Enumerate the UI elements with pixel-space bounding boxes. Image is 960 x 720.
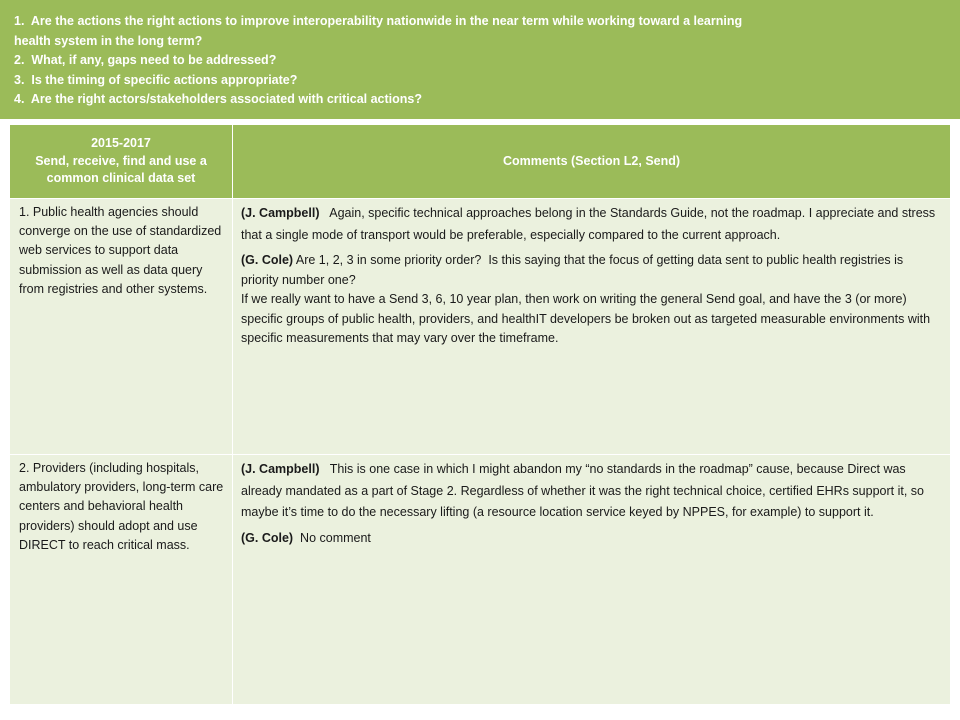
questions-banner <box>0 0 960 119</box>
comment-text: This is one case in which I might abandon my “no standards in the roadmap” cause, because Direct was already mandated as a part of Stage 2. Regardless of whether it was the right technical choice, certified EHRs support it, so maybe it’s time to do the necessary lifting (a resource location service keyed by NPPES, for example) to support it. <box>241 462 928 519</box>
table-row <box>10 199 951 455</box>
question-1: 1. Are the actions the right actions to improve interoperability nationwide in the near term while working toward a learning health system in the long term? <box>14 14 743 48</box>
commenter-name: (G. Cole) <box>241 253 294 267</box>
comment-text: Are 1, 2, 3 in some priority order? Is this saying that the focus of getting data sent to public health registries is priority number one? <box>241 253 907 287</box>
action-item-cell <box>10 455 233 705</box>
header-comments: Comments (Section L2, Send) <box>502 153 681 168</box>
header-period-cell <box>10 125 233 199</box>
comment-cole <box>241 529 942 549</box>
comments-cell <box>233 199 951 455</box>
comments-cell <box>233 455 951 705</box>
comment-cole <box>241 251 942 290</box>
question-2: 2. What, if any, gaps need to be addressed? <box>14 53 277 68</box>
comments-table-container <box>9 124 950 704</box>
table-header-row <box>10 125 951 199</box>
comment-campbell <box>241 203 942 246</box>
action-item-text: 2. Providers (including hospitals, ambulatory providers, long-term care centers and behavioral health providers) should adopt and use DIRECT to reach critical mass. <box>19 461 224 552</box>
table-row <box>10 455 951 705</box>
commenter-name: (J. Campbell) <box>241 206 320 220</box>
action-item-text: 1. Public health agencies should converge on the use of standardized web services to support data submission as well as data query from registries and other systems. <box>19 205 222 296</box>
comment-cole-continued: If we really want to have a Send 3, 6, 10 year plan, then work on writing the general Send goal, and have the 3 (or more) specific groups of public health, providers, and healthIT developers be broken out as targeted measurable environments with specific measurements that may vary over the timeframe. <box>241 292 931 345</box>
header-period: 2015-2017 <box>91 136 151 151</box>
question-3: 3. Is the timing of specific actions appropriate? <box>14 72 298 87</box>
comment-text: Again, specific technical approaches belong in the Standards Guide, not the roadmap. I appreciate and stress that a single mode of transport would be preferable, especially compared to the current approach. <box>241 206 939 242</box>
question-4: 4. Are the right actors/stakeholders associated with critical actions? <box>14 92 423 107</box>
commenter-name: (J. Campbell) <box>241 462 320 476</box>
comments-table <box>9 124 951 705</box>
comment-text: No comment <box>293 530 371 545</box>
header-comments-cell <box>233 125 951 199</box>
comment-campbell <box>241 459 942 524</box>
header-goal: Send, receive, find and use a common clinical data set <box>35 153 207 186</box>
action-item-cell <box>10 199 233 455</box>
commenter-name: (G. Cole) <box>241 530 294 545</box>
